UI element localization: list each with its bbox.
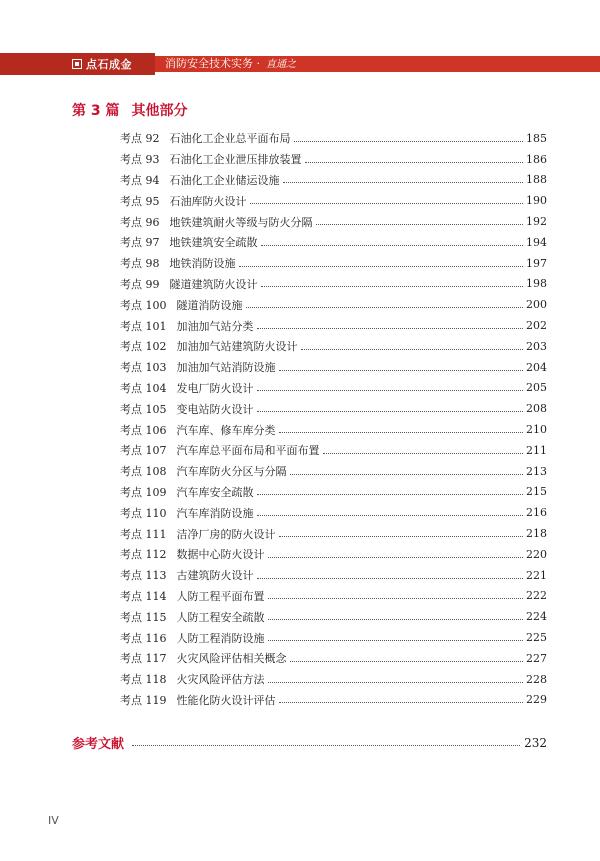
toc-entry-number: 考点 103 [120,361,167,375]
leader-dots [301,349,524,350]
toc-entry[interactable] [120,149,547,170]
toc-entry-title: 汽车库总平面布局和平面布置 [176,444,320,458]
toc-entry-page: 211 [526,443,547,457]
toc-entry[interactable] [120,586,547,607]
toc-entry-title: 汽车库、修车库分类 [176,423,276,437]
leader-dots [257,494,524,495]
toc-entry-number: 考点 113 [120,569,167,583]
toc-entry-number: 考点 116 [120,631,167,645]
toc-entry-title: 加油加气站建筑防火设计 [176,340,298,354]
toc-entry-title: 隧道建筑防火设计 [169,277,258,291]
leader-dots [279,432,524,433]
leader-dots [239,266,524,267]
leader-dots [268,557,524,558]
toc-entry[interactable] [120,648,547,669]
toc-entry-title: 汽车库安全疏散 [176,485,254,499]
toc-entry-number: 考点 104 [120,381,167,395]
book-title [165,56,296,72]
part-label: 第 3 篇 [72,103,120,119]
toc-entry-title: 发电厂防火设计 [176,381,254,395]
toc-entry-page: 222 [526,589,547,603]
toc-entry-title: 人防工程安全疏散 [176,610,265,624]
leader-dots [294,141,524,142]
leader-dots [316,224,524,225]
toc-entry-title: 加油加气站消防设施 [176,361,276,375]
toc-entry-number: 考点 110 [120,506,167,520]
toc-entry[interactable] [120,398,547,419]
toc-entry-page: 224 [526,610,547,624]
toc-entry-title: 地铁建筑安全疏散 [169,236,258,250]
references-title: 参考文献 [72,737,125,752]
toc-entry-number: 考点 114 [120,589,167,603]
toc-entry[interactable] [120,274,547,295]
references-page: 232 [524,735,547,750]
brand-label: 点石成金 [86,58,132,71]
toc-entry[interactable] [120,419,547,440]
toc-entry-title: 石油化工企业储运设施 [169,173,280,187]
toc-entry-number: 考点 118 [120,673,167,687]
toc-entry-page: 200 [526,298,547,312]
toc-entry-page: 186 [526,152,547,166]
leader-dots [257,328,524,329]
toc-entry[interactable] [120,170,547,191]
part-heading [72,100,188,120]
toc-entry-title: 古建筑防火设计 [176,569,254,583]
toc-entry-page: 228 [526,672,547,686]
leader-dots [283,182,524,183]
toc-entry-page: 205 [526,381,547,395]
toc-entry-title: 地铁建筑耐火等级与防火分隔 [169,215,313,229]
toc-entry-title: 石油化工企业泄压排放装置 [169,153,302,167]
toc-entry-number: 考点 102 [120,340,167,354]
toc-entry-title: 汽车库防火分区与分隔 [176,465,287,479]
leader-dots [279,702,524,703]
toc-entry-page: 215 [526,485,547,499]
toc-entry[interactable] [120,461,547,482]
toc-entry-page: 185 [526,131,547,145]
leader-dots [261,245,524,246]
toc-entry-title: 石油化工企业总平面布局 [169,132,291,146]
leader-dots [268,598,524,599]
toc-entry-number: 考点 96 [120,215,160,229]
toc-entry[interactable] [120,606,547,627]
toc-entry-page: 190 [526,194,547,208]
toc-entry-number: 考点 111 [120,527,167,541]
toc-entry[interactable] [120,294,547,315]
toc-entry-number: 考点 98 [120,257,160,271]
toc-entry[interactable] [120,544,547,565]
toc-entry-page: 208 [526,402,547,416]
toc-entry[interactable] [120,523,547,544]
toc-entry-title: 火灾风险评估方法 [176,673,265,687]
toc-entry-number: 考点 92 [120,132,160,146]
toc-entry-page: 192 [526,215,547,229]
leader-dots [268,682,524,683]
leader-dots [132,745,520,746]
toc-entry[interactable] [120,336,547,357]
leader-dots [250,203,524,204]
leader-dots [261,286,524,287]
toc-entry-number: 考点 108 [120,465,167,479]
toc-entry-number: 考点 106 [120,423,167,437]
toc-entry-page: 194 [526,235,547,249]
leader-dots [290,474,524,475]
leader-dots [268,640,524,641]
leader-dots [323,453,524,454]
toc-entry[interactable] [120,627,547,648]
toc-entry-page: 218 [526,527,547,541]
leader-dots [279,536,524,537]
toc-entry-page: 203 [526,339,547,353]
toc-entry[interactable] [120,190,547,211]
leader-dots [268,619,524,620]
toc-entry-page: 225 [526,631,547,645]
toc-entry-page: 216 [526,506,547,520]
toc-entry-number: 考点 101 [120,319,167,333]
leader-dots [257,578,524,579]
toc-entry-number: 考点 97 [120,236,160,250]
toc-entry[interactable] [120,378,547,399]
brand-square-icon [72,59,82,69]
toc-entry-page: 221 [526,568,547,582]
page-number: IV [48,814,59,827]
toc-entry-number: 考点 117 [120,652,167,666]
toc-entry-page: 202 [526,319,547,333]
toc-entry-title: 火灾风险评估相关概念 [176,652,287,666]
toc-entry-title: 洁净厂房的防火设计 [176,527,276,541]
toc-entry-number: 考点 112 [120,548,167,562]
leader-dots [246,307,524,308]
table-of-contents [120,128,547,710]
toc-entry-page: 227 [526,651,547,665]
toc-entry-number: 考点 99 [120,277,160,291]
header-brand [0,53,155,75]
toc-entry-title: 变电站防火设计 [176,402,254,416]
toc-entry-page: 198 [526,277,547,291]
toc-entry[interactable] [120,669,547,690]
leader-dots [279,370,524,371]
toc-entry-title: 加油加气站分类 [176,319,254,333]
toc-entry-number: 考点 109 [120,485,167,499]
leader-dots [257,390,524,391]
references-entry[interactable] [72,733,547,752]
toc-entry-page: 229 [526,693,547,707]
toc-entry[interactable] [120,482,547,503]
toc-entry-number: 考点 100 [120,298,167,312]
toc-entry[interactable] [120,315,547,336]
toc-entry-title: 人防工程消防设施 [176,631,265,645]
toc-entry-number: 考点 115 [120,610,167,624]
toc-entry[interactable] [120,232,547,253]
toc-entry-number: 考点 119 [120,693,167,707]
toc-entry[interactable] [120,253,547,274]
leader-dots [257,411,524,412]
toc-entry-number: 考点 105 [120,402,167,416]
toc-entry-title: 地铁消防设施 [169,257,236,271]
toc-entry-title: 汽车库消防设施 [176,506,254,520]
toc-entry[interactable] [120,357,547,378]
toc-entry[interactable] [120,211,547,232]
header-signature: 直通之 [266,59,296,70]
toc-entry-page: 188 [526,173,547,187]
part-name: 其他部分 [131,103,188,119]
toc-entry[interactable] [120,565,547,586]
toc-entry-number: 考点 93 [120,153,160,167]
toc-entry-title: 隧道消防设施 [176,298,243,312]
book-title-text: 消防安全技术实务 · [165,57,260,70]
toc-entry-title: 性能化防火设计评估 [176,693,276,707]
toc-entry-title: 石油库防火设计 [169,194,247,208]
toc-entry-page: 213 [526,464,547,478]
toc-entry-number: 考点 95 [120,194,160,208]
toc-entry[interactable] [120,440,547,461]
toc-entry-number: 考点 107 [120,444,167,458]
leader-dots [257,515,524,516]
leader-dots [290,661,524,662]
toc-entry-title: 数据中心防火设计 [176,548,265,562]
toc-entry-title: 人防工程平面布置 [176,589,265,603]
leader-dots [305,162,524,163]
toc-entry-page: 220 [526,547,547,561]
toc-entry-page: 197 [526,256,547,270]
toc-entry[interactable] [120,690,547,711]
toc-entry-number: 考点 94 [120,173,160,187]
toc-entry-page: 210 [526,423,547,437]
toc-entry[interactable] [120,128,547,149]
toc-entry-page: 204 [526,360,547,374]
toc-entry[interactable] [120,502,547,523]
